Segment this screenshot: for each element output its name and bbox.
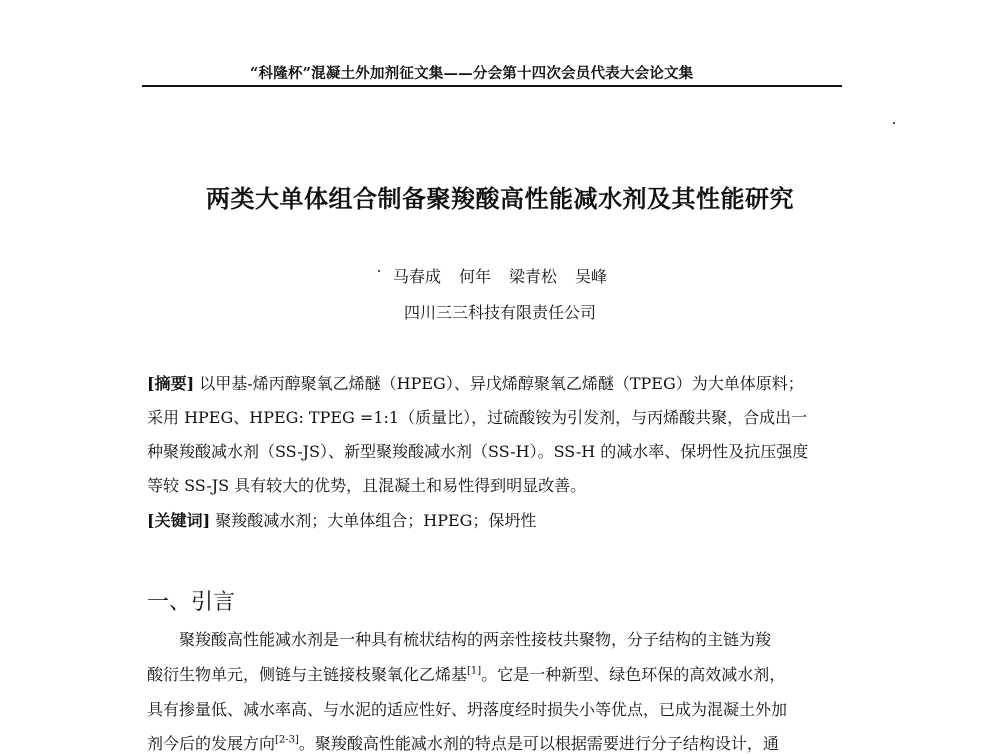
author-list xyxy=(0,264,1000,287)
body-line xyxy=(147,662,785,685)
author-name: 何年 xyxy=(458,267,491,286)
paper-title: 两类大单体组合制备聚羧酸高性能减水剂及其性能研究 xyxy=(206,185,794,213)
body-line: 聚羧酸高性能减水剂是一种具有梳状结构的两亲性接枝共聚物，分子结构的主链为羧 xyxy=(179,630,772,649)
body-line xyxy=(147,731,779,754)
citation-ref: [2-3] xyxy=(275,734,299,746)
scan-speck xyxy=(893,122,895,124)
header-rule xyxy=(142,85,842,87)
body-text: 酸衍生物单元，侧链与主链接枝聚氧化乙烯基 xyxy=(147,665,468,684)
abstract-text: 以甲基-烯丙醇聚氧乙烯醚（HPEG）、异戊烯醇聚氧乙烯醚（TPEG）为大单体原料； xyxy=(199,374,804,393)
body-text: 剂今后的发展方向 xyxy=(147,734,276,753)
author-name: 梁青松 xyxy=(509,267,558,286)
abstract-line: 等较 SS-JS 具有较大的优势，且混凝土和易性得到明显改善。 xyxy=(147,476,587,495)
abstract-label: [摘要] xyxy=(147,374,195,393)
affiliation: 四川三三科技有限责任公司 xyxy=(403,303,596,322)
abstract-line xyxy=(147,371,804,394)
keywords-text: 聚羧酸减水剂；大单体组合；HPEG；保坍性 xyxy=(215,511,537,530)
body-line: 具有掺量低、减水率高、与水泥的适应性好、坍落度经时损失小等优点，已成为混凝土外加 xyxy=(147,700,788,719)
citation-ref: [1] xyxy=(467,665,482,677)
body-text: 。聚羧酸高性能减水剂的特点是可以根据需要进行分子结构设计，通 xyxy=(298,734,779,753)
body-text: 。它是一种新型、绿色环保的高效减水剂， xyxy=(481,665,786,684)
abstract-line: 采用 HPEG、HPEG: TPEG =1:1（质量比），过硫酸铵为引发剂，与丙烯酸共聚，合成出一 xyxy=(147,408,808,427)
abstract-line: 种聚羧酸减水剂（SS-JS）、新型聚羧酸减水剂（SS-H）。SS-H 的减水率、保坍性及抗压强度 xyxy=(147,442,809,461)
scan-speck xyxy=(378,270,380,272)
running-header: “科隆杯”混凝土外加剂征文集——分会第十四次会员代表大会论文集 xyxy=(250,65,694,82)
section-heading: 一、引言 xyxy=(147,590,236,615)
keywords-label: [关键词] xyxy=(147,511,211,530)
keywords-line xyxy=(147,508,536,531)
author-name: 马春成 xyxy=(392,267,441,286)
author-name: 吴峰 xyxy=(575,267,608,286)
